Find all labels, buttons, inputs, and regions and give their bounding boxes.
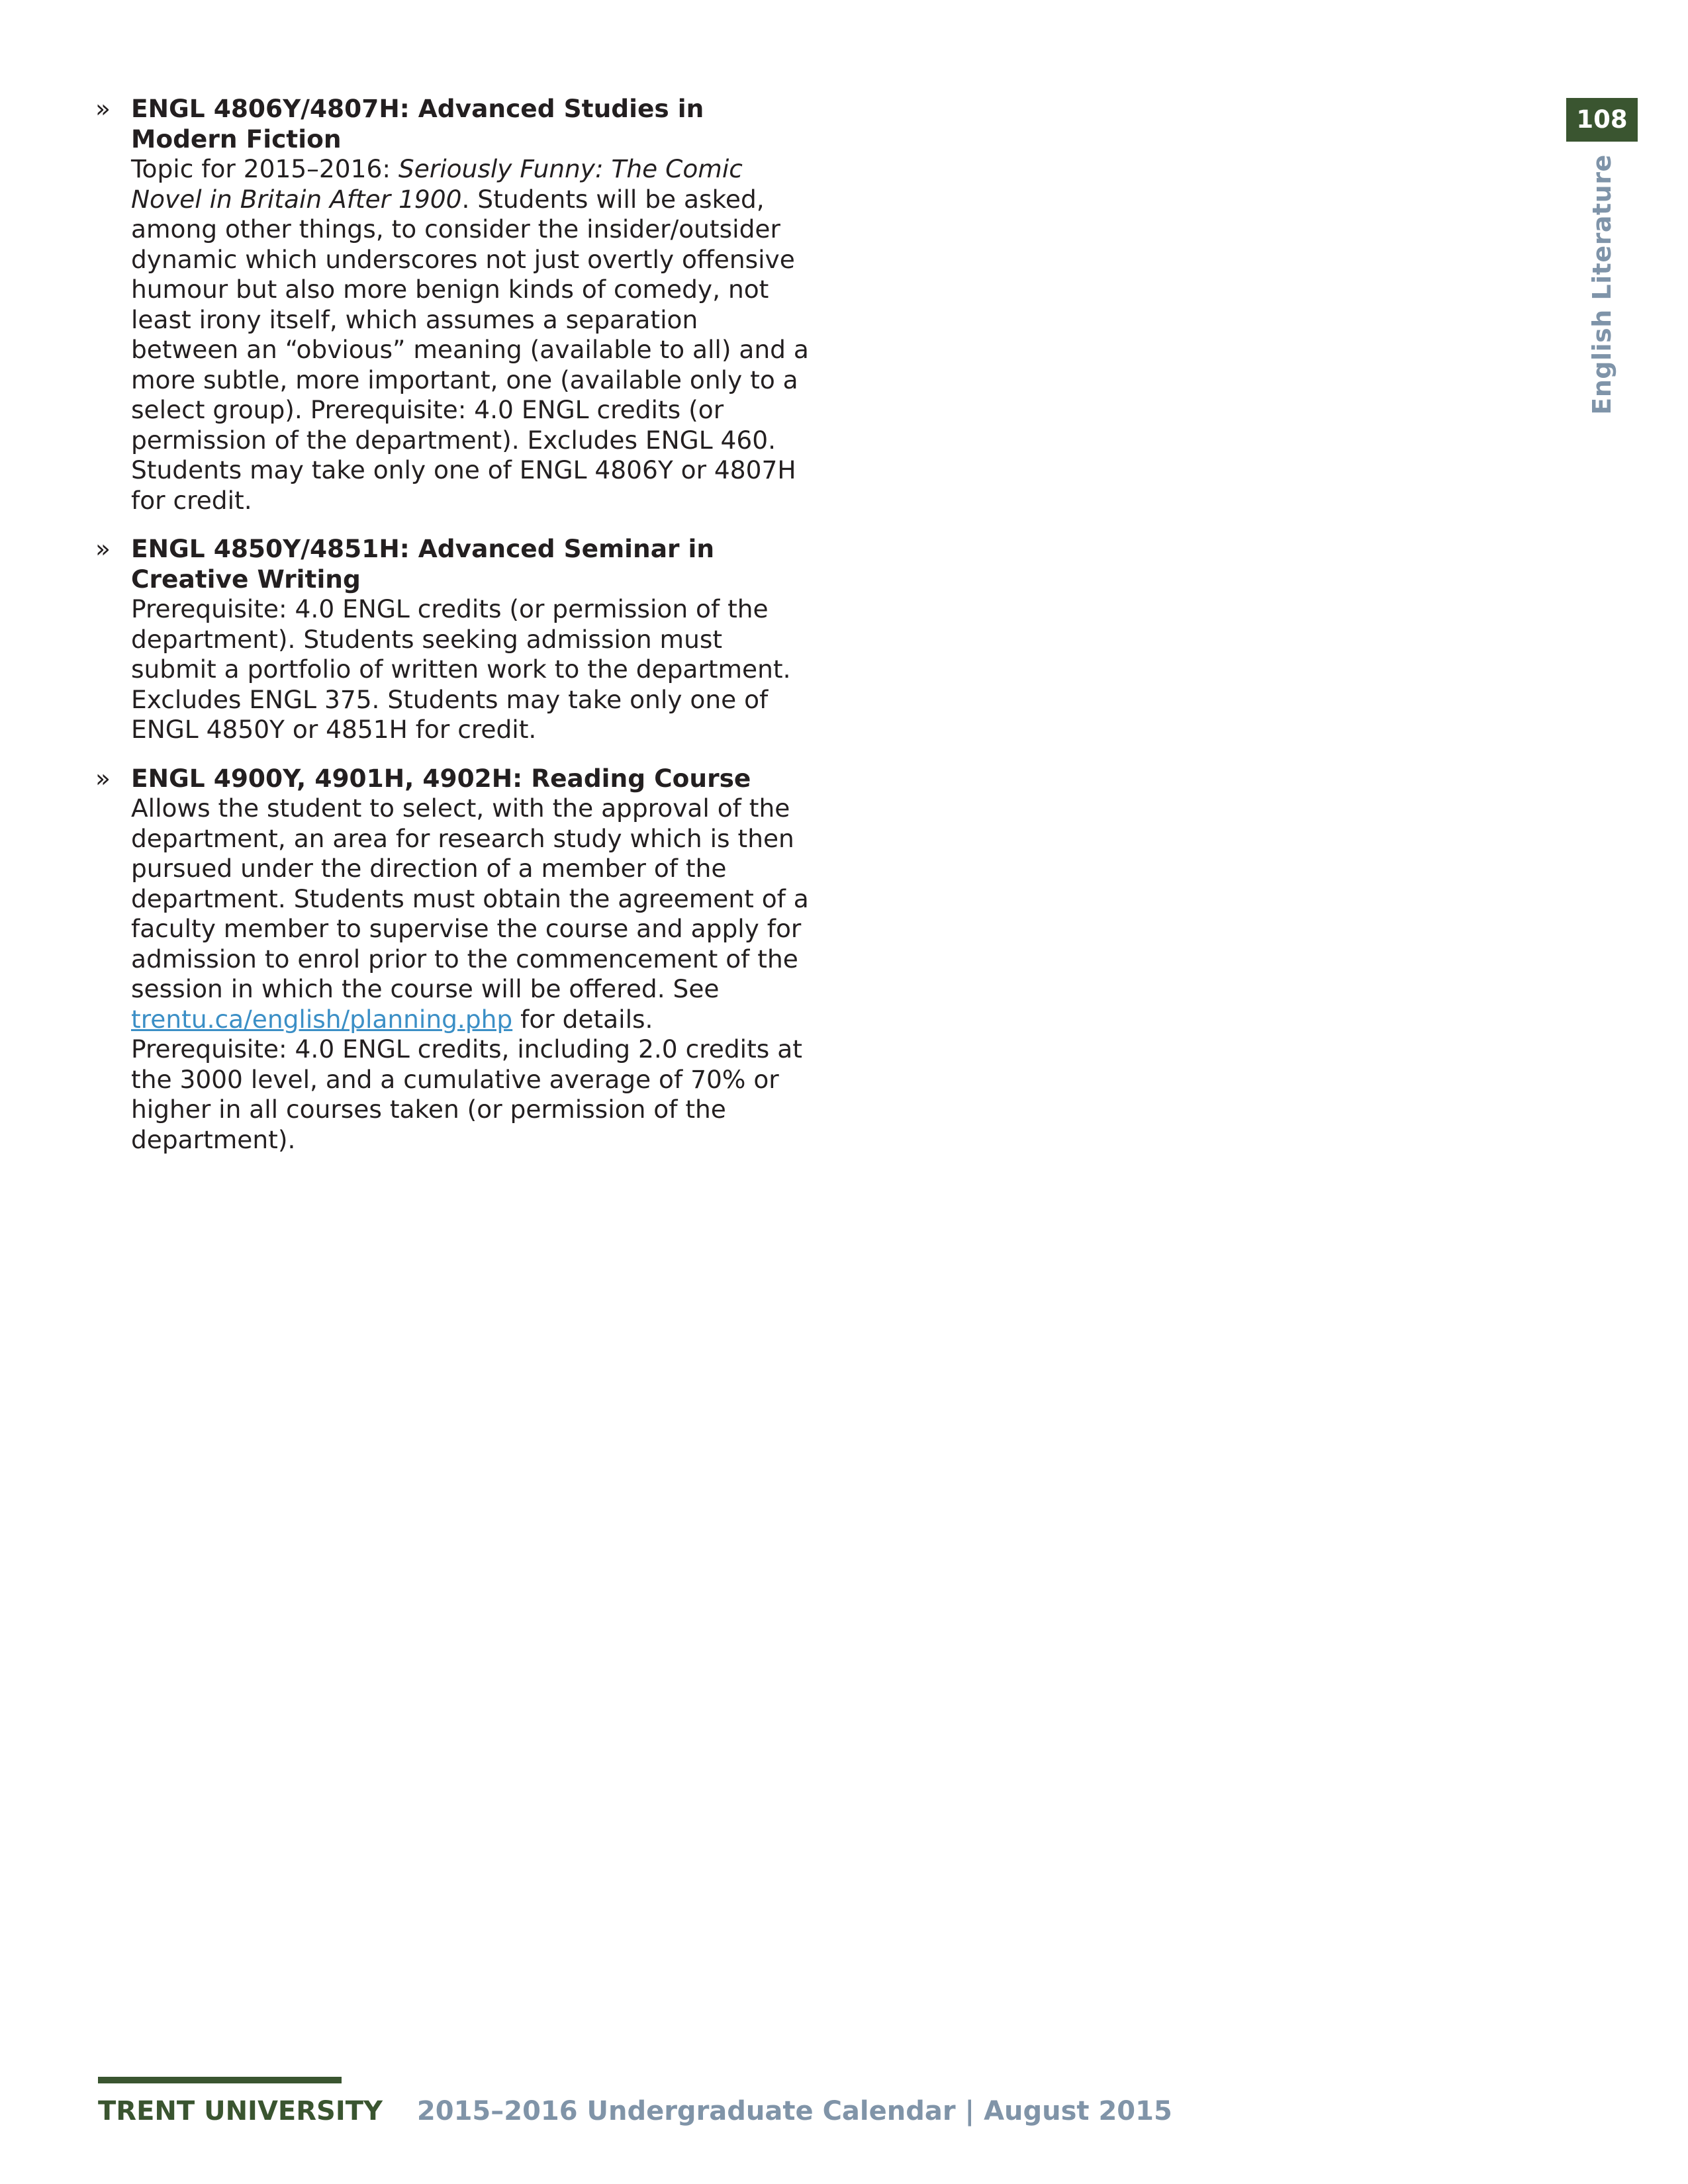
course-description: Prerequisite: 4.0 ENGL credits (or permission of the department). Students seeking admission must submit a portfolio of written work to the department. Excludes ENGL 375. Students may take only one of ENGL 4850Y or 4851H for credit. <box>131 594 791 744</box>
bullet-marker: » <box>95 534 111 563</box>
course-entry-engl-4806 <box>95 94 810 516</box>
course-description-intro: Allows the student to select, with the approval of the department, an area for research study which is then pursued under the direction of a member of the department. Students must obtain the agreement of a faculty member to supervise the course and apply for admission to enrol prior to the commencement of the session in which the course will be offered. See <box>131 794 809 1003</box>
course-description-intro: Topic for 2015–2016: <box>131 154 399 183</box>
course-description <box>131 794 810 1155</box>
course-list <box>95 94 810 1173</box>
course-description <box>131 154 810 516</box>
section-side-label-text: English Literature <box>1587 154 1617 415</box>
footer-calendar-title: 2015–2016 Undergraduate Calendar <box>416 2096 956 2126</box>
footer-separator: | <box>964 2096 975 2126</box>
section-side-label <box>1569 154 1635 415</box>
course-title: ENGL 4900Y, 4901H, 4902H: Reading Course <box>131 763 751 793</box>
bullet-marker: » <box>95 763 111 793</box>
course-entry-engl-4900 <box>95 764 810 1156</box>
topic-title: Seriously Funny: The Comic Novel in Britain After 1900 <box>131 154 743 214</box>
course-title: ENGL 4850Y/4851H: Advanced Seminar in Creative Writing <box>131 534 715 594</box>
planning-page-link[interactable]: trentu.ca/english/planning.php <box>131 1004 513 1034</box>
course-title: ENGL 4806Y/4807H: Advanced Studies in Modern Fiction <box>131 94 704 154</box>
footer-university: TRENT UNIVERSITY <box>98 2096 383 2126</box>
course-description-rest: . Students will be asked, among other things, to consider the insider/outsider dynamic which underscores not just overtly offensive humour but also more benign kinds of comedy, not least irony itself, which assumes a separation between an “obvious” meaning (available to all) and a more subtle, more important, one (available only to a select group). Prerequisite: 4.0 ENGL credits (or permission of the department). Excludes ENGL 460. Students may take only one of ENGL 4806Y or 4807H for credit. <box>131 184 809 515</box>
footer-rule <box>98 2077 342 2083</box>
course-description-rest: for details. Prerequisite: 4.0 ENGL credits, including 2.0 credits at the 3000 level, and a cumulative average of 70% or higher in all courses taken (or permission of the department). <box>131 1004 802 1154</box>
bullet-marker: » <box>95 94 111 123</box>
page-footer <box>98 2094 1172 2128</box>
footer-date: August 2015 <box>984 2096 1172 2126</box>
course-entry-engl-4850 <box>95 534 810 745</box>
page-number-badge: 108 <box>1566 98 1638 142</box>
